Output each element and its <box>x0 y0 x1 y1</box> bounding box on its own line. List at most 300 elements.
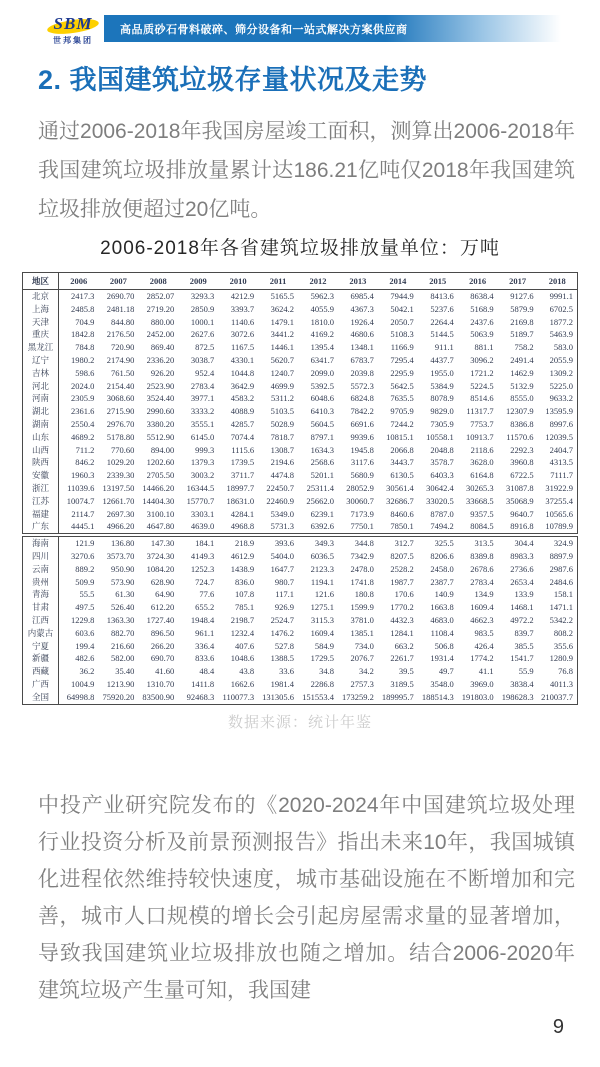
value-cell: 961.1 <box>195 627 215 638</box>
table-row <box>23 550 578 563</box>
value-cell: 5572.3 <box>350 380 374 391</box>
value-cell: 3578.7 <box>430 457 454 468</box>
value-cell: 6702.5 <box>549 303 573 314</box>
value-cell: 9705.9 <box>390 406 414 417</box>
year-column-header: 2006 <box>59 273 99 290</box>
value-cell: 5731.3 <box>270 521 295 532</box>
value-cell: 5463.9 <box>549 329 573 340</box>
value-cell: 7944.9 <box>390 291 414 301</box>
value-cell: 7295.4 <box>390 354 414 365</box>
value-cell: 720.90 <box>110 342 135 353</box>
year-column-header: 2013 <box>338 273 378 290</box>
value-cell: 2305.9 <box>71 393 95 404</box>
value-cell: 8389.8 <box>470 550 494 561</box>
year-column-header: 2014 <box>378 273 418 290</box>
value-cell: 158.1 <box>553 589 573 600</box>
value-cell: 48.4 <box>199 666 215 677</box>
table-row <box>23 367 578 380</box>
region-cell: 广西 <box>23 678 59 691</box>
value-cell: 173259.2 <box>342 691 374 702</box>
value-cell: 980.7 <box>274 576 295 587</box>
value-cell: 8916.8 <box>510 521 534 532</box>
value-cell: 31087.8 <box>505 482 534 493</box>
value-cell: 6341.7 <box>310 354 334 365</box>
year-column-header: 2016 <box>458 273 498 290</box>
value-cell: 2055.9 <box>549 354 573 365</box>
value-cell: 1987.7 <box>390 576 414 587</box>
value-cell: 2678.6 <box>470 563 494 574</box>
value-cell: 2024.0 <box>71 380 95 391</box>
value-cell: 33.6 <box>279 666 295 677</box>
value-cell: 18631.0 <box>226 495 255 506</box>
value-cell: 1948.4 <box>190 614 215 625</box>
value-cell: 9640.7 <box>510 508 534 519</box>
value-cell: 5063.9 <box>470 329 494 340</box>
value-cell: 7842.2 <box>350 406 374 417</box>
value-cell: 210037.7 <box>541 691 573 702</box>
value-cell: 3642.9 <box>230 380 255 391</box>
value-cell: 41.60 <box>155 666 175 677</box>
value-cell: 8555.0 <box>510 393 534 404</box>
value-cell: 1252.3 <box>190 563 215 574</box>
value-cell: 2524.7 <box>270 614 295 625</box>
value-cell: 6783.7 <box>350 354 374 365</box>
value-cell: 784.8 <box>75 342 95 353</box>
value-cell: 2361.6 <box>71 406 95 417</box>
value-cell: 1029.20 <box>106 457 135 468</box>
value-cell: 2719.20 <box>146 303 175 314</box>
value-cell: 612.20 <box>150 602 175 613</box>
value-cell: 4699.9 <box>270 380 295 391</box>
value-cell: 711.2 <box>75 444 95 455</box>
value-cell: 3781.0 <box>350 614 374 625</box>
value-cell: 1438.9 <box>230 563 255 574</box>
region-cell: 全国 <box>23 691 59 704</box>
value-cell: 1048.6 <box>230 653 255 664</box>
value-cell: 1000.1 <box>190 316 215 327</box>
region-cell: 浙江 <box>23 482 59 495</box>
value-cell: 10789.9 <box>545 521 573 532</box>
value-cell: 7173.9 <box>350 508 374 519</box>
value-cell: 1945.8 <box>350 444 374 455</box>
value-cell: 189995.7 <box>381 691 414 702</box>
value-cell: 13595.9 <box>545 406 573 417</box>
value-cell: 2987.6 <box>549 563 573 574</box>
region-cell: 江苏 <box>23 495 59 508</box>
value-cell: 4169.2 <box>310 329 334 340</box>
value-cell: 325.5 <box>434 538 454 549</box>
table-row <box>23 405 578 418</box>
value-cell: 1308.7 <box>270 444 295 455</box>
value-cell: 4011.3 <box>549 678 573 689</box>
value-cell: 6985.4 <box>350 291 374 301</box>
value-cell: 7750.1 <box>350 521 374 532</box>
value-cell: 37255.4 <box>545 495 573 506</box>
value-cell: 1446.1 <box>270 342 295 353</box>
value-cell: 4285.7 <box>230 418 255 429</box>
table-row <box>23 508 578 521</box>
region-cell: 天津 <box>23 316 59 329</box>
value-cell: 2653.4 <box>510 576 534 587</box>
table-row <box>23 392 578 405</box>
value-cell: 704.9 <box>75 316 95 327</box>
value-cell: 4088.9 <box>230 406 255 417</box>
value-cell: 3270.6 <box>71 550 95 561</box>
region-cell: 吉林 <box>23 367 59 380</box>
value-cell: 3441.2 <box>270 329 295 340</box>
value-cell: 11039.6 <box>67 482 95 493</box>
value-cell: 3524.40 <box>146 393 175 404</box>
value-cell: 34.8 <box>319 666 334 677</box>
value-cell: 734.0 <box>354 640 374 651</box>
value-cell: 7494.2 <box>430 521 454 532</box>
value-cell: 2194.6 <box>270 457 295 468</box>
table-row <box>23 341 578 354</box>
value-cell: 3072.6 <box>230 329 255 340</box>
value-cell: 869.40 <box>150 342 175 353</box>
value-cell: 2757.3 <box>350 678 374 689</box>
value-cell: 1960.3 <box>71 470 95 481</box>
value-cell: 170.6 <box>394 589 414 600</box>
table-row <box>23 537 578 550</box>
value-cell: 952.4 <box>195 367 215 378</box>
value-cell: 5384.9 <box>430 380 454 391</box>
value-cell: 2198.7 <box>230 614 255 625</box>
value-cell: 5224.5 <box>470 380 494 391</box>
value-cell: 2484.6 <box>549 576 573 587</box>
value-cell: 385.5 <box>514 640 534 651</box>
value-cell: 1213.90 <box>106 678 135 689</box>
value-cell: 393.6 <box>274 538 295 549</box>
table-title: 2006-2018年各省建筑垃圾排放量单位：万吨 <box>100 238 500 259</box>
value-cell: 7244.2 <box>390 418 414 429</box>
region-cell: 贵州 <box>23 576 59 589</box>
value-cell: 3969.0 <box>470 678 494 689</box>
value-cell: 497.5 <box>75 602 95 613</box>
value-cell: 43.8 <box>239 666 255 677</box>
value-cell: 9357.5 <box>470 508 494 519</box>
value-cell: 11317.7 <box>466 406 494 417</box>
value-cell: 896.50 <box>150 627 175 638</box>
value-cell: 64.90 <box>155 589 175 600</box>
value-cell: 7342.9 <box>350 550 374 561</box>
value-cell: 5165.5 <box>270 291 295 301</box>
region-cell: 福建 <box>23 508 59 521</box>
value-cell: 8413.6 <box>430 291 454 301</box>
value-cell: 2292.3 <box>510 444 534 455</box>
value-cell: 509.9 <box>75 576 95 587</box>
value-cell: 2114.7 <box>71 508 95 519</box>
value-cell: 2123.3 <box>310 563 334 574</box>
value-cell: 882.70 <box>110 627 135 638</box>
value-cell: 4662.3 <box>470 614 494 625</box>
value-cell: 6164.8 <box>470 470 494 481</box>
region-cell: 湖南 <box>23 418 59 431</box>
value-cell: 1468.1 <box>510 602 534 613</box>
value-cell: 25662.0 <box>306 495 334 506</box>
value-cell: 10074.7 <box>66 495 95 506</box>
value-cell: 2452.00 <box>146 329 175 340</box>
value-cell: 18997.7 <box>226 482 255 493</box>
table-row <box>23 328 578 341</box>
value-cell: 724.7 <box>195 576 215 587</box>
value-cell: 8797.1 <box>310 431 334 442</box>
header-banner <box>104 15 590 42</box>
region-cell: 西藏 <box>23 665 59 678</box>
value-cell: 30265.3 <box>466 482 494 493</box>
value-cell: 5392.5 <box>310 380 334 391</box>
table-row <box>23 627 578 640</box>
value-cell: 2099.0 <box>310 367 334 378</box>
value-cell: 191803.0 <box>461 691 494 702</box>
value-cell: 3038.7 <box>190 354 215 365</box>
value-cell: 2066.8 <box>390 444 414 455</box>
value-cell: 216.60 <box>110 640 135 651</box>
table-header-row <box>23 273 578 290</box>
intro-paragraph: 通过2006-2018年我国房屋竣工面积，测算出2006-2018年我国建筑垃圾排放量累计达186.21亿吨仅2018年我国建筑垃圾排放便超过20亿吨。 <box>38 120 575 221</box>
value-cell: 8206.6 <box>430 550 454 561</box>
table-row <box>23 303 578 316</box>
value-cell: 198628.3 <box>501 691 534 702</box>
region-cell: 河北 <box>23 380 59 393</box>
region-cell: 云南 <box>23 563 59 576</box>
value-cell: 3443.7 <box>390 457 414 468</box>
value-cell: 690.70 <box>150 653 175 664</box>
value-cell: 4647.80 <box>146 521 175 532</box>
value-cell: 266.20 <box>150 640 175 651</box>
region-cell: 重庆 <box>23 328 59 341</box>
table-body-main <box>23 290 578 534</box>
value-cell: 33020.5 <box>426 495 454 506</box>
value-cell: 3977.1 <box>190 393 215 404</box>
value-cell: 4583.2 <box>230 393 255 404</box>
value-cell: 4212.9 <box>230 291 255 301</box>
value-cell: 5620.7 <box>270 354 295 365</box>
value-cell: 655.2 <box>195 602 215 613</box>
table-row <box>23 563 578 576</box>
value-cell: 5680.9 <box>350 470 374 481</box>
value-cell: 5604.5 <box>310 418 334 429</box>
value-cell: 12661.70 <box>102 495 135 506</box>
value-cell: 3303.1 <box>190 508 215 519</box>
value-cell: 16344.5 <box>186 482 215 493</box>
value-cell: 836.0 <box>234 576 255 587</box>
value-cell: 4330.1 <box>230 354 255 365</box>
table-row <box>23 456 578 469</box>
value-cell: 582.00 <box>110 653 135 664</box>
value-cell: 304.4 <box>514 538 534 549</box>
value-cell: 1727.40 <box>146 614 175 625</box>
table-row <box>23 482 578 495</box>
region-column-header: 地区 <box>23 273 59 290</box>
value-cell: 3838.4 <box>510 678 534 689</box>
value-cell: 583.0 <box>553 342 573 353</box>
value-cell: 55.9 <box>518 666 534 677</box>
year-column-header: 2018 <box>538 273 578 290</box>
value-cell: 2039.8 <box>350 367 374 378</box>
value-cell: 2295.9 <box>390 367 414 378</box>
value-cell: 761.50 <box>110 367 135 378</box>
value-cell: 2990.60 <box>146 406 175 417</box>
value-cell: 5201.1 <box>310 470 334 481</box>
year-column-header: 2009 <box>178 273 218 290</box>
value-cell: 5042.1 <box>390 303 414 314</box>
value-cell: 1348.1 <box>350 342 374 353</box>
value-cell: 5225.0 <box>549 380 573 391</box>
value-cell: 4966.20 <box>106 521 135 532</box>
table-row <box>23 576 578 589</box>
value-cell: 2481.18 <box>106 303 135 314</box>
value-cell: 6722.5 <box>510 470 534 481</box>
value-cell: 324.9 <box>553 538 573 549</box>
value-cell: 482.6 <box>75 653 95 664</box>
table-row <box>23 520 578 533</box>
value-cell: 2458.0 <box>430 563 454 574</box>
region-cell: 山西 <box>23 444 59 457</box>
value-cell: 2852.07 <box>146 291 175 301</box>
value-cell: 5311.2 <box>270 393 295 404</box>
value-cell: 598.6 <box>75 367 95 378</box>
value-cell: 2523.90 <box>146 380 175 391</box>
value-cell: 312.7 <box>394 538 414 549</box>
value-cell: 5144.5 <box>430 329 454 340</box>
value-cell: 1388.5 <box>270 653 295 664</box>
table-body-secondary <box>23 537 578 704</box>
value-cell: 180.8 <box>354 589 374 600</box>
value-cell: 9939.6 <box>350 431 374 442</box>
value-cell: 2076.7 <box>350 653 374 664</box>
value-cell: 35068.9 <box>505 495 534 506</box>
value-cell: 846.2 <box>75 457 95 468</box>
value-cell: 110077.3 <box>222 691 255 702</box>
table-row <box>23 640 578 653</box>
value-cell: 1774.2 <box>470 653 494 664</box>
value-cell: 184.1 <box>195 538 215 549</box>
table-row <box>23 588 578 601</box>
region-cell: 上海 <box>23 303 59 316</box>
value-cell: 2417.3 <box>71 291 95 301</box>
value-cell: 584.9 <box>314 640 334 651</box>
value-cell: 1842.8 <box>71 329 95 340</box>
value-cell: 32686.7 <box>386 495 414 506</box>
value-cell: 61.30 <box>115 589 135 600</box>
value-cell: 4968.8 <box>230 521 255 532</box>
value-cell: 5349.0 <box>270 508 295 519</box>
value-cell: 336.4 <box>195 640 215 651</box>
value-cell: 881.1 <box>474 342 494 353</box>
value-cell: 573.90 <box>110 576 135 587</box>
table-row <box>23 678 578 691</box>
value-cell: 2568.6 <box>310 457 334 468</box>
value-cell: 5189.7 <box>510 329 534 340</box>
value-cell: 83500.90 <box>142 691 175 702</box>
value-cell: 839.7 <box>514 627 534 638</box>
table-row <box>23 418 578 431</box>
value-cell: 1044.8 <box>230 367 255 378</box>
value-cell: 5342.2 <box>549 614 573 625</box>
value-cell: 407.6 <box>234 640 255 651</box>
table-row <box>23 495 578 508</box>
value-cell: 77.6 <box>199 589 215 600</box>
value-cell: 1981.4 <box>270 678 295 689</box>
value-cell: 1647.7 <box>270 563 295 574</box>
value-cell: 1379.3 <box>190 457 215 468</box>
year-column-header: 2011 <box>258 273 298 290</box>
value-cell: 1663.8 <box>430 602 454 613</box>
value-cell: 889.2 <box>75 563 95 574</box>
region-cell: 内蒙古 <box>23 627 59 640</box>
value-cell: 22460.9 <box>266 495 295 506</box>
value-cell: 131305.6 <box>262 691 295 702</box>
value-cell: 2118.6 <box>470 444 494 455</box>
table-row <box>23 601 578 614</box>
value-cell: 6239.1 <box>310 508 334 519</box>
logo-text: SBM <box>53 14 93 33</box>
value-cell: 1140.6 <box>231 316 255 327</box>
value-cell: 2550.4 <box>71 418 95 429</box>
value-cell: 35.40 <box>115 666 135 677</box>
table-row <box>23 691 578 704</box>
value-cell: 5178.80 <box>106 431 135 442</box>
region-cell: 宁夏 <box>23 640 59 653</box>
value-cell: 1599.9 <box>350 602 374 613</box>
value-cell: 1729.5 <box>310 653 334 664</box>
value-cell: 8514.6 <box>470 393 494 404</box>
value-cell: 3096.2 <box>470 354 494 365</box>
value-cell: 4680.6 <box>350 329 374 340</box>
table-row <box>23 652 578 665</box>
value-cell: 5108.3 <box>390 329 414 340</box>
value-cell: 8787.0 <box>430 508 454 519</box>
value-cell: 2050.7 <box>390 316 414 327</box>
value-cell: 4683.0 <box>430 614 454 625</box>
value-cell: 1411.8 <box>191 678 215 689</box>
value-cell: 3548.0 <box>430 678 454 689</box>
value-cell: 8897.9 <box>549 550 573 561</box>
value-cell: 2437.6 <box>470 316 494 327</box>
value-cell: 2783.4 <box>470 576 494 587</box>
value-cell: 13197.50 <box>102 482 135 493</box>
value-cell: 4445.1 <box>71 521 95 532</box>
value-cell: 7635.5 <box>390 393 414 404</box>
value-cell: 2169.8 <box>510 316 534 327</box>
value-cell: 2697.30 <box>106 508 135 519</box>
value-cell: 2528.2 <box>390 563 414 574</box>
value-cell: 49.7 <box>438 666 454 677</box>
table-row <box>23 431 578 444</box>
value-cell: 1284.1 <box>390 627 414 638</box>
value-cell: 2286.8 <box>310 678 334 689</box>
value-cell: 1980.2 <box>71 354 95 365</box>
value-cell: 1877.2 <box>549 316 573 327</box>
value-cell: 7753.7 <box>470 418 494 429</box>
value-cell: 6036.5 <box>310 550 334 561</box>
value-cell: 3624.2 <box>270 303 295 314</box>
value-cell: 911.1 <box>434 342 454 353</box>
sbm-logo <box>44 14 102 50</box>
value-cell: 2736.6 <box>510 563 534 574</box>
value-cell: 121.6 <box>314 589 334 600</box>
value-cell: 107.8 <box>234 589 255 600</box>
value-cell: 3724.30 <box>146 550 175 561</box>
logo-subtext: 世邦集团 <box>53 36 93 45</box>
value-cell: 663.2 <box>394 640 414 651</box>
value-cell: 10558.1 <box>426 431 454 442</box>
value-cell: 1810.0 <box>310 316 334 327</box>
value-cell: 2048.8 <box>430 444 454 455</box>
value-cell: 344.8 <box>354 538 374 549</box>
value-cell: 7305.9 <box>430 418 454 429</box>
